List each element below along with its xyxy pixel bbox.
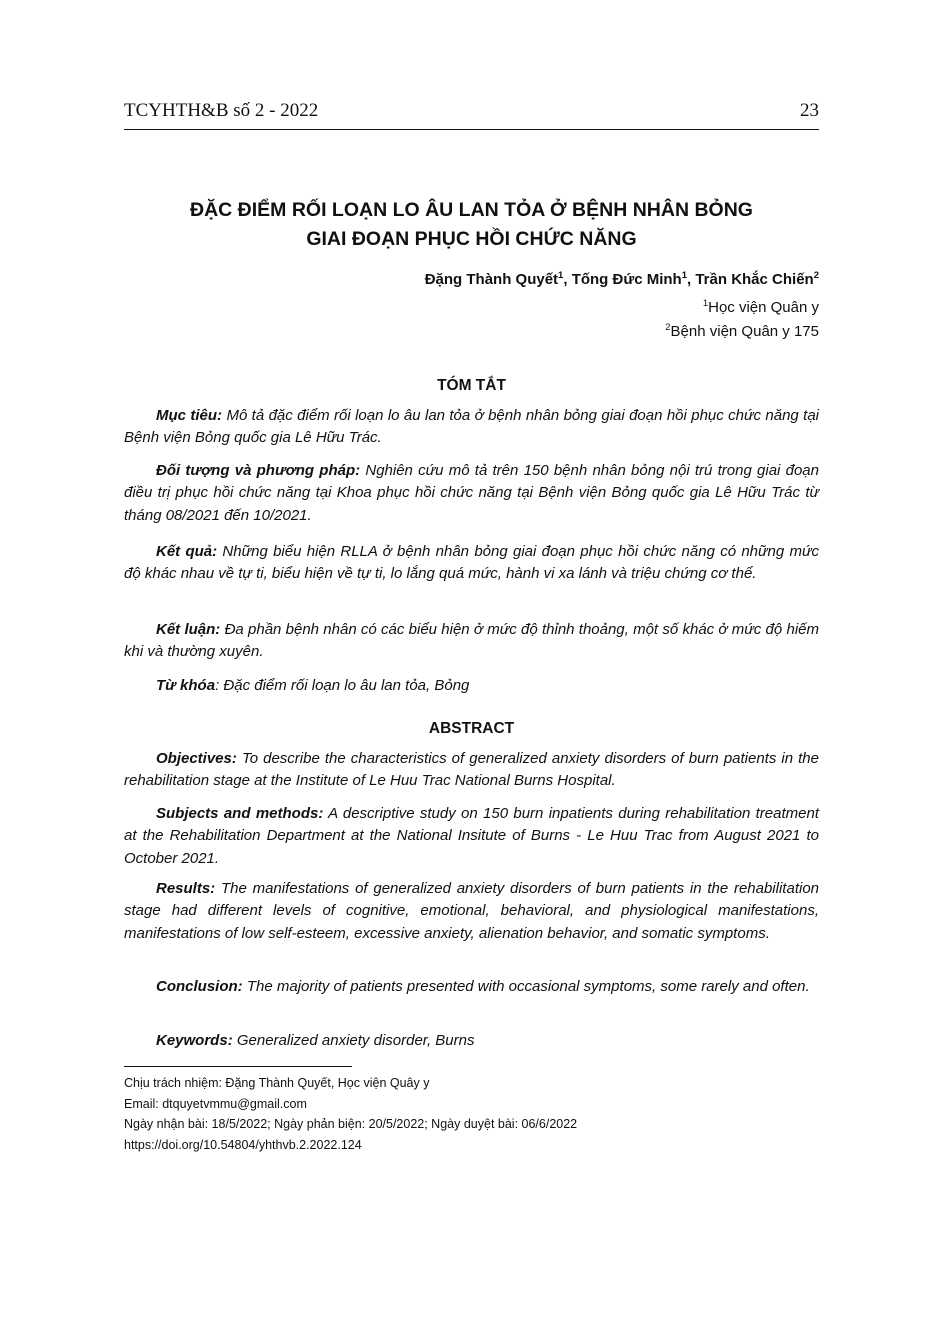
paragraph-text: Đa phần bệnh nhân có các biểu hiện ở mức độ thỉnh thoảng, một số khác ở mức độ hiếm khi và thường xuyên. (124, 621, 820, 661)
paragraph-text: Mô tả đặc điểm rối loạn lo âu lan tỏa ở bệnh nhân bỏng giai đoạn hồi phục chức năng tại Bệnh viện Bỏng quốc gia Lê Hữu Trác. (124, 407, 819, 447)
journal-issue: TCYHTH&B số 2 - 2022 (124, 100, 319, 121)
paragraph-text: Nghiên cứu mô tả trên 150 bệnh nhân bỏng nội trú trong giai đoạn điều trị phục hồi chức năng tại Khoa phục hồi chức năng tại Bệnh viện Bỏng quốc gia Lê Hữu Trác từ tháng 08/2021 đến 10/2021. (124, 462, 819, 524)
affiliation-number: 1 (702, 298, 709, 309)
affiliation-2 (665, 320, 819, 344)
en-abstract-heading: ABSTRACT (428, 720, 515, 737)
article-title (124, 196, 819, 254)
vi-abstract-heading: TÓM TẮT (437, 377, 506, 394)
author-affiliation-mark: 2 (813, 270, 819, 281)
en-objective-paragraph (124, 748, 819, 793)
paragraph-label: Mục tiêu: (156, 407, 223, 424)
paragraph-text: Generalized anxiety disorder, Burns (236, 1032, 475, 1049)
vi-keywords-paragraph (124, 675, 819, 697)
footnote-doi-link[interactable]: https://doi.org/10.54804/yhthvb.2.2022.124 (124, 1137, 362, 1152)
running-header (124, 100, 819, 130)
author-name: Đặng Thành Quyết (424, 271, 559, 288)
affiliation-number: 2 (665, 322, 671, 333)
footnote-dates: Ngày nhận bài: 18/5/2022; Ngày phản biện: 20/5/2022; Ngày duyệt bài: 06/6/2022 (124, 1117, 578, 1131)
paragraph-label: Objectives: (156, 750, 237, 767)
paragraph-text: : Đặc điểm rối loạn lo âu lan tỏa, Bỏng (215, 677, 470, 694)
en-conclusion-paragraph (124, 976, 819, 998)
paragraph-label: Kết luận: (156, 621, 221, 638)
author-affiliation-mark: 1 (681, 270, 687, 281)
paragraph-label: Results: (156, 880, 216, 897)
paragraph-text: Những biểu hiện RLLA ở bệnh nhân bỏng giai đoạn phục hồi chức năng có những mức độ khác nhau về tự ti, biểu hiện về tự ti, lo lắng quá mức, hành vi xa lánh và triệu chứng cơ thể. (124, 543, 820, 583)
en-methods-paragraph (124, 803, 819, 870)
title-line-1: ĐẶC ĐIỂM RỐI LOẠN LO ÂU LAN TỎA Ở BỆNH NHÂN BỎNG (190, 199, 753, 221)
header-rule (124, 129, 819, 130)
footnote-rule (124, 1066, 352, 1067)
author-name: Tống Đức Minh (571, 271, 682, 288)
footnote-email: Email: dtquyetvmmu@gmail.com (124, 1096, 307, 1111)
en-results-paragraph (124, 878, 819, 945)
author-list: Đặng Thành Quyết$^1$, Tống Đức Minh$^1$, Trần Khắc Chiến$^2$ (424, 270, 819, 288)
paragraph-label: Conclusion: (156, 978, 243, 995)
paragraph-label: Kết quả: (156, 543, 218, 560)
en-keywords-paragraph (124, 1030, 819, 1052)
vi-results-paragraph (124, 541, 819, 586)
affiliation-name: Học viện Quân y (708, 299, 819, 316)
paragraph-label: Từ khóa (156, 677, 216, 694)
paragraph-text: The manifestations of generalized anxiety disorders of burn patients in the rehabilitation stage had different levels of cognitive, emotional, behavioral, and physiological manifestations, manifestations of low self-esteem, excessive anxiety, alienation behavior, and somatic symptoms. (124, 880, 819, 942)
footnotes (124, 1073, 819, 1155)
vi-methods-paragraph (124, 460, 819, 527)
paragraph-label: Subjects and methods: (156, 805, 324, 822)
paragraph-text: The majority of patients presented with occasional symptoms, some rarely and often. (246, 978, 810, 995)
paragraph-text: A descriptive study on 150 burn inpatients during rehabilitation treatment at the Rehabilitation Department at the National Insitute of Burns - Le Huu Trac from August 2021 to October 2021. (124, 805, 819, 867)
footnote-responsible: Chịu trách nhiệm: Đặng Thành Quyết, Học viện Quây y (124, 1076, 430, 1090)
vi-conclusion-paragraph (124, 619, 819, 664)
author-affiliation-mark: 1 (558, 270, 564, 281)
affiliation-1 (703, 296, 819, 320)
author-name: Trần Khắc Chiến (695, 271, 814, 288)
page-number: 23 (800, 100, 819, 121)
vi-objective-paragraph (124, 405, 819, 450)
title-line-2: GIAI ĐOẠN PHỤC HỒI CHỨC NĂNG (306, 228, 637, 250)
affiliation-name: Bệnh viện Quân y 175 (670, 323, 819, 340)
paragraph-text: To describe the characteristics of generalized anxiety disorders of burn patients in the rehabilitation stage at the Institute of Le Huu Trac National Burns Hospital. (124, 750, 819, 790)
paragraph-label: Đối tượng và phương pháp: (156, 462, 361, 479)
paragraph-label: Keywords: (156, 1032, 233, 1049)
